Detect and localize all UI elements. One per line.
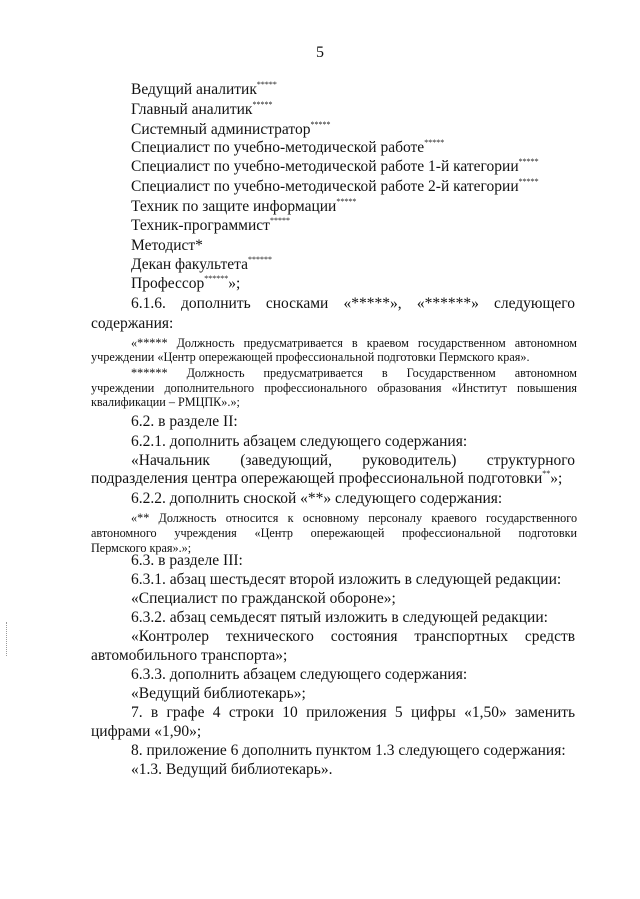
- paragraph-6-2-1: 6.2.1. дополнить абзацем следующего содержания:: [131, 433, 468, 450]
- position-item: Декан факультета******: [131, 255, 272, 273]
- paragraph-7: 7. в графе 4 строки 10 приложения 5 цифры «1,50» заменить: [131, 704, 576, 721]
- paragraph-7-cont: цифрами «1,90»;: [91, 723, 202, 740]
- footnote-text: «** Должность относится к основному персоналу краевого государственного: [131, 511, 578, 525]
- position-item: Ведущий аналитик*****: [131, 80, 277, 98]
- position-item: Специалист по учебно-методической работе 1-й категории*****: [131, 157, 539, 175]
- footnote-text: «***** Должность предусматривается в краевом государственном автономном: [131, 336, 578, 350]
- position-item: Профессор******»;: [131, 274, 241, 292]
- scan-edge-marks: [6, 622, 9, 656]
- quote-line: автомобильного транспорта»;: [91, 647, 288, 664]
- paragraph-6-3: 6.3. в разделе III:: [131, 552, 243, 569]
- quote-line: «Контролер технического состояния транспортных средств: [131, 628, 576, 645]
- footnote-text: Пермского края».»;: [91, 541, 192, 555]
- position-item: Методист*: [131, 237, 203, 254]
- quote-line: «Специалист по гражданской обороне»;: [131, 590, 396, 607]
- quote-line: «Начальник (заведующий, руководитель) структурного: [131, 452, 575, 469]
- position-item: Главный аналитик*****: [131, 100, 273, 118]
- paragraph-8: 8. приложение 6 дополнить пунктом 1.3 следующего содержания:: [131, 742, 566, 759]
- paragraph-6-1-6-cont: содержания:: [91, 315, 174, 332]
- paragraph-6-3-3: 6.3.3. дополнить абзацем следующего содержания:: [131, 666, 468, 683]
- page-number: 5: [316, 44, 324, 61]
- footnote-text: автономного учреждения «Центр опережающей профессиональной подготовки: [91, 526, 578, 540]
- paragraph-6-2-2: 6.2.2. дополнить сноской «**» следующего содержания:: [131, 490, 503, 507]
- paragraph-6-2: 6.2. в разделе II:: [131, 413, 238, 430]
- footnote-text: учреждении «Центр опережающей профессиональной подготовки Пермского края».: [91, 350, 530, 364]
- position-item: Специалист по учебно-методической работе 2-й категории*****: [131, 177, 539, 195]
- position-item: Техник-программист*****: [131, 216, 290, 234]
- paragraph-6-1-6: 6.1.6. дополнить сносками «*****», «******» следующего: [131, 295, 576, 312]
- quote-line: «Ведущий библиотекарь»;: [131, 685, 306, 702]
- position-item: Специалист по учебно-методической работе*****: [131, 138, 445, 156]
- paragraph-6-3-2: 6.3.2. абзац семьдесят пятый изложить в следующей редакции:: [131, 609, 548, 626]
- paragraph-6-3-1: 6.3.1. абзац шестьдесят второй изложить в следующей редакции:: [131, 571, 562, 588]
- quote-line: подразделения центра опережающей профессиональной подготовки**»;: [91, 469, 563, 487]
- footnote-text: квалификации – РМЦПК».»;: [91, 395, 240, 409]
- position-item: Системный администратор*****: [131, 120, 331, 138]
- quote-line: «1.3. Ведущий библиотекарь».: [131, 761, 333, 778]
- footnote-text: ****** Должность предусматривается в Государственном автономном: [131, 366, 578, 380]
- position-item: Техник по защите информации*****: [131, 197, 357, 215]
- footnote-text: учреждении дополнительного профессионального образования «Институт повышения: [91, 381, 578, 395]
